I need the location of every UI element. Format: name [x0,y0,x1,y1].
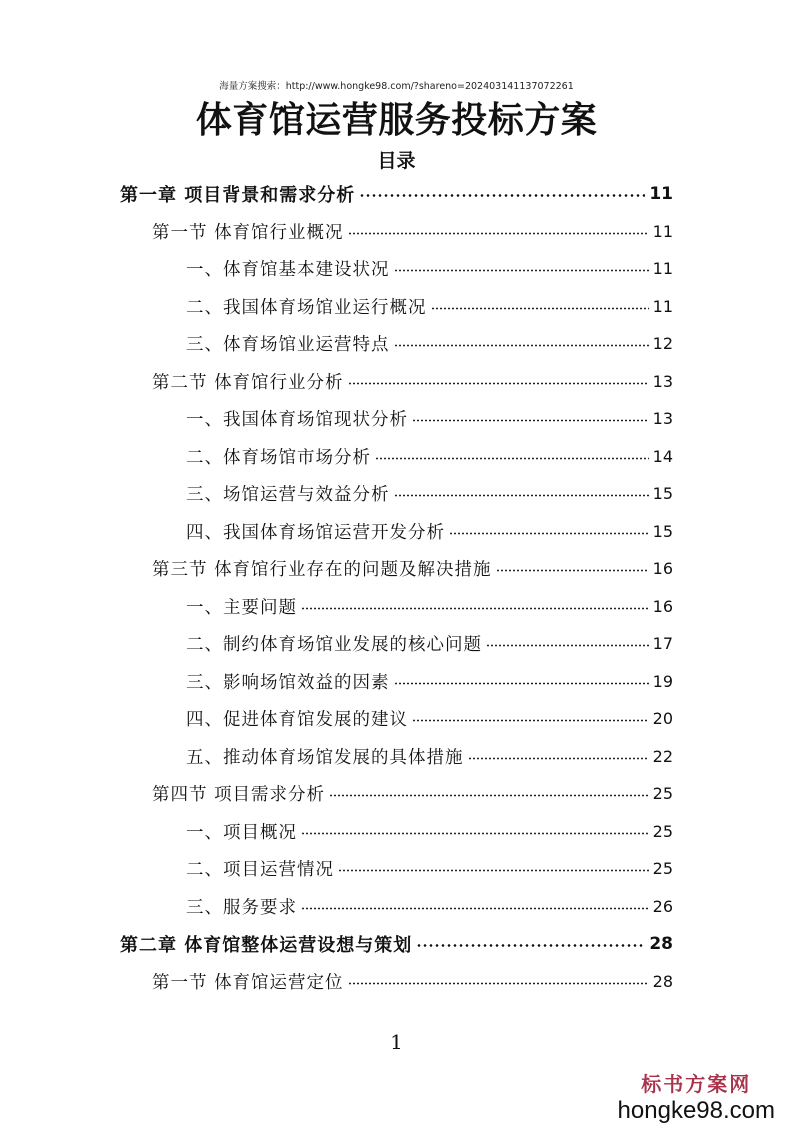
toc-entry[interactable] [152,775,673,812]
toc-dot-leader [468,757,649,760]
toc-entry-page: 13 [652,371,673,391]
toc-dot-leader [301,832,649,835]
toc-dot-leader [431,307,649,310]
toc-entry[interactable] [186,513,673,550]
toc-entry-page: 25 [652,821,673,841]
toc-entry-title: 一、体育馆基本建设状况 [186,260,390,280]
toc-entry-title: 第二节 体育馆行业分析 [152,372,344,393]
toc-entry-page: 17 [652,634,673,653]
toc-entry[interactable] [186,813,673,850]
toc-entry[interactable] [186,888,673,925]
toc-entry[interactable] [120,925,673,962]
toc-entry-title: 三、服务要求 [186,897,297,918]
toc-entry-page: 26 [652,896,673,916]
toc-entry-page: 16 [652,596,673,616]
toc-dot-leader [394,344,649,347]
toc-entry[interactable] [152,550,673,587]
toc-entry-title: 第四节 项目需求分析 [152,785,326,805]
toc-dot-leader [301,607,649,610]
toc-entry[interactable] [152,363,673,400]
toc-entry-page: 12 [652,334,673,353]
toc-entry-title: 一、项目概况 [186,822,297,843]
toc-entry[interactable] [152,963,673,1000]
watermark-name: 标书方案网 [641,1072,752,1096]
toc-dot-leader [416,944,645,947]
toc-entry-title: 四、促进体育馆发展的建议 [186,710,408,730]
watermark-url: hongke98.com [617,1097,775,1124]
toc-entry[interactable] [186,438,673,475]
toc-entry-page: 11 [649,183,673,204]
toc-entry-page: 15 [652,484,673,503]
header-search-url: 海量方案搜索：http://www.hongke98.com/?shareno=202403141137072261 [219,81,574,92]
toc-dot-leader [486,644,649,647]
toc-entry-title: 第一章 项目背景和需求分析 [120,184,356,206]
toc-entry-page: 19 [652,671,673,691]
toc-entry-title: 一、我国体育场馆现状分析 [186,410,408,430]
toc-entry-title: 第一节 体育馆行业概况 [152,222,344,243]
toc-entry-title: 三、影响场馆效益的因素 [186,672,390,693]
toc-entry[interactable] [186,325,673,362]
toc-entry-title: 第一节 体育馆运营定位 [152,972,344,993]
toc-entry-title: 二、我国体育场馆业运行概况 [186,297,427,318]
toc-dot-leader [394,494,649,497]
toc-dot-leader [412,419,649,422]
toc-entry-title: 一、主要问题 [186,597,297,618]
document-title: 体育馆运营服务投标方案 [195,100,598,141]
toc-entry-title: 二、制约体育场馆业发展的核心问题 [186,635,482,655]
toc-entry[interactable] [152,213,673,250]
toc-dot-leader [359,194,645,197]
toc-dot-leader [301,907,649,910]
toc-dot-leader [348,982,649,985]
toc-entry-title: 四、我国体育场馆运营开发分析 [186,522,445,543]
toc-entry-page: 28 [649,933,673,954]
toc-dot-leader [412,719,649,722]
toc-entry[interactable] [186,738,673,775]
toc-dot-leader [348,232,649,235]
toc-entry-page: 28 [652,971,673,991]
toc-entry[interactable] [186,850,673,887]
toc-heading: 目录 [377,150,416,172]
toc-entry-page: 22 [652,746,673,766]
toc-entry[interactable] [186,700,673,737]
toc-dot-leader [394,682,649,685]
toc-entry-page: 14 [652,446,673,466]
toc-dot-leader [449,532,649,535]
toc-entry[interactable] [186,250,673,287]
toc-dot-leader [394,269,649,272]
toc-entry-title: 二、项目运营情况 [186,860,334,880]
toc-entry-page: 11 [652,259,673,278]
watermark-logo [618,1068,775,1125]
toc-entry-page: 13 [652,409,673,428]
toc-entry-page: 25 [652,859,673,878]
toc-entry-title: 三、场馆运营与效益分析 [186,485,390,505]
toc-dot-leader [496,569,649,572]
toc-entry[interactable] [186,588,673,625]
toc-entry[interactable] [186,400,673,437]
toc-entry[interactable] [186,625,673,662]
toc-entry[interactable] [120,175,673,212]
page-number: 1 [390,1030,403,1054]
toc-entry-title: 第二章 体育馆整体运营设想与策划 [120,934,413,956]
toc-dot-leader [338,869,649,872]
toc-entry-page: 25 [652,784,673,803]
toc-dot-leader [329,794,649,797]
toc-entry-page: 15 [652,521,673,541]
toc-entry-page: 11 [652,296,673,316]
toc-entry-page: 16 [652,559,673,578]
toc-entry-title: 三、体育场馆业运营特点 [186,335,390,355]
toc-entry[interactable] [186,475,673,512]
toc-entry-title: 五、推动体育场馆发展的具体措施 [186,747,464,768]
toc-entry-page: 11 [652,221,673,241]
toc-dot-leader [375,457,649,460]
toc-entry-title: 第三节 体育馆行业存在的问题及解决措施 [152,560,492,580]
toc-entry[interactable] [186,663,673,700]
toc-dot-leader [348,382,649,385]
toc-entry-page: 20 [652,709,673,728]
toc-entry-title: 二、体育场馆市场分析 [186,447,371,468]
toc-entry[interactable] [186,288,673,325]
